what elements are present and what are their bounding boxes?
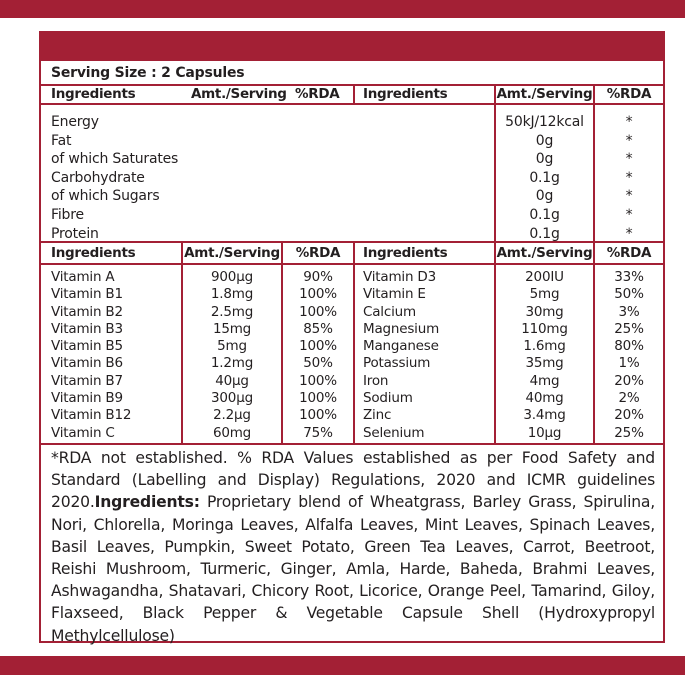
macro-rda: * xyxy=(625,114,633,130)
nutrient-rda: 90% xyxy=(303,269,333,285)
nutrient-amount: 110mg xyxy=(521,320,568,337)
macro-name: Protein xyxy=(51,225,99,242)
nutrient-amount: 60mg xyxy=(212,424,252,441)
header-amount-2-right: Amt./Serving xyxy=(496,245,593,261)
nutrient-name: Selenium xyxy=(363,424,425,441)
header-amount-right: Amt./Serving xyxy=(496,86,593,102)
nutrient-name: Vitamin B2 xyxy=(51,303,123,320)
nutrient-amount: 1.8mg xyxy=(210,286,254,303)
header-ingredients: Ingredients xyxy=(51,86,136,102)
nutrient-name: Manganese xyxy=(363,338,439,355)
rule-vitamins-end xyxy=(41,443,663,445)
nutrient-name: Vitamin B12 xyxy=(51,407,132,424)
nutrient-rda: 75% xyxy=(303,424,333,441)
nutrient-rda: 50% xyxy=(614,286,644,303)
vitamins-left-rda xyxy=(283,269,353,442)
top-color-band xyxy=(0,0,685,18)
nutrient-rda: 100% xyxy=(299,303,337,320)
nutrient-rda: 1% xyxy=(618,355,640,372)
nutrient-amount: 1.2mg xyxy=(210,355,254,372)
macro-amount: 0.1g xyxy=(529,225,560,242)
header-ingredients-2-right: Ingredients xyxy=(363,245,448,261)
macro-amount: 0g xyxy=(535,188,554,205)
bottom-color-band xyxy=(0,656,685,675)
nutrient-amount: 200IU xyxy=(525,269,564,285)
nutrient-amount: 4mg xyxy=(529,372,560,389)
header-rda: %RDA xyxy=(295,86,340,102)
macro-name: of which Sugars xyxy=(51,188,160,205)
nutrient-rda: 100% xyxy=(299,407,337,424)
nutrient-rda: 80% xyxy=(614,338,644,355)
nutrient-name: Vitamin A xyxy=(51,269,115,285)
header-ingredients-right: Ingredients xyxy=(363,86,448,102)
macro-amount: 0g xyxy=(535,151,554,168)
nutrient-amount: 5mg xyxy=(217,338,247,355)
macro-rda-column xyxy=(595,113,663,243)
nutrient-rda: 85% xyxy=(303,320,333,337)
macro-amount: 0.1g xyxy=(529,169,560,186)
header-rda-2: %RDA xyxy=(295,245,341,261)
header-amount: Amt./Serving xyxy=(191,86,287,102)
macro-amounts-column xyxy=(496,113,593,243)
nutrient-amount: 300µg xyxy=(211,390,253,407)
header-ingredients-2: Ingredients xyxy=(51,245,136,261)
macro-name: of which Saturates xyxy=(51,151,179,168)
macro-rda: * xyxy=(625,169,633,186)
nutrition-panel xyxy=(39,31,665,643)
nutrient-rda: 50% xyxy=(303,355,333,372)
nutrient-name: Vitamin B9 xyxy=(51,390,123,407)
nutrient-rda: 25% xyxy=(614,424,644,441)
nutrient-amount: 10µg xyxy=(527,424,562,441)
header-amount-2: Amt./Serving xyxy=(184,245,280,261)
macro-names-column xyxy=(51,113,178,243)
nutrient-amount: 900µg xyxy=(211,269,253,285)
nutrient-rda: 100% xyxy=(299,390,337,407)
nutrient-amount: 1.6mg xyxy=(523,338,566,355)
divider-h1-a xyxy=(353,84,355,103)
macro-name: Fibre xyxy=(51,206,84,223)
macro-amount: 0g xyxy=(535,132,554,149)
macro-name: Carbohydrate xyxy=(51,169,145,186)
nutrient-rda: 33% xyxy=(614,269,644,285)
macro-name: Fat xyxy=(51,132,72,149)
macro-name: Energy xyxy=(51,114,99,130)
serving-size: Serving Size : 2 Capsules xyxy=(51,65,245,81)
header-rda-2-right: %RDA xyxy=(606,245,652,261)
nutrient-amount: 3.4mg xyxy=(523,407,566,424)
macro-rda: * xyxy=(625,188,633,205)
nutrient-name: Calcium xyxy=(363,303,416,320)
nutrient-name: Zinc xyxy=(363,407,392,424)
nutrient-name: Vitamin B1 xyxy=(51,286,123,303)
nutrient-rda: 20% xyxy=(614,372,644,389)
nutrient-amount: 40mg xyxy=(525,390,564,407)
footnote-text xyxy=(51,447,655,647)
ingredients-label: Ingredients: xyxy=(94,493,200,512)
macro-rda: * xyxy=(625,225,633,242)
nutrient-amount: 30mg xyxy=(525,303,564,320)
rule-header-1 xyxy=(41,103,663,105)
nutrient-amount: 2.2µg xyxy=(213,407,251,424)
panel-header-bar xyxy=(41,33,663,61)
nutrient-amount: 2.5mg xyxy=(210,303,254,320)
nutrient-rda: 25% xyxy=(614,320,644,337)
nutrient-rda: 2% xyxy=(618,390,640,407)
vitamins-right-names xyxy=(363,269,439,442)
nutrient-amount: 15mg xyxy=(212,320,252,337)
nutrient-amount: 35mg xyxy=(525,355,564,372)
vitamins-right-amounts xyxy=(496,269,593,442)
nutrient-amount: 5mg xyxy=(529,286,560,303)
nutrient-name: Potassium xyxy=(363,355,431,372)
nutrient-rda: 100% xyxy=(299,372,337,389)
macro-rda: * xyxy=(625,151,633,168)
header-rda-right: %RDA xyxy=(606,86,652,102)
macro-rda: * xyxy=(625,132,633,149)
divider-vit-c xyxy=(353,241,355,443)
vitamins-right-rda xyxy=(595,269,663,442)
macro-amount: 0.1g xyxy=(529,206,560,223)
nutrient-amount: 40µg xyxy=(215,372,249,389)
nutrient-name: Vitamin B7 xyxy=(51,372,123,389)
nutrient-name: Iron xyxy=(363,372,389,389)
nutrient-name: Vitamin D3 xyxy=(363,269,436,285)
ingredients-list: Proprietary blend of Wheatgrass, Barley Grass, Spirulina, Nori, Chlorella, Moringa Leaves, Alfalfa Leaves, Mint Leaves, Spinach Leaves, Basil Leaves, Pumpkin, Sweet Potato, Green Tea Leaves, Carrot, Beetroot, Reishi Mushroom, Turmeric, Ginger, Amla, Harde, Baheda, Brahmi Leaves, Ashwagandha, Shatavari, Chicory Root, Licorice, Orange Peel, Tamarind, Giloy, Flaxseed, Black Pepper & Vegetable Capsule Shell (Hydroxypropyl Methylcellulose) xyxy=(51,493,655,645)
nutrient-rda: 3% xyxy=(618,303,640,320)
vitamins-left-amounts xyxy=(183,269,281,442)
nutrient-name: Vitamin E xyxy=(363,286,426,303)
nutrient-name: Vitamin B3 xyxy=(51,320,123,337)
nutrient-name: Vitamin C xyxy=(51,424,115,441)
nutrient-rda: 20% xyxy=(614,407,644,424)
nutrient-rda: 100% xyxy=(299,286,337,303)
rda-note: *RDA not established. % RDA Values established as per Food Safety and Standard (Labelling and Display) Regulations, 2020 and ICMR guidelines 2020. xyxy=(51,449,655,512)
macro-amount: 50kJ/12kcal xyxy=(505,114,584,130)
macro-rda: * xyxy=(625,206,633,223)
vitamins-left-names xyxy=(51,269,131,442)
nutrient-name: Magnesium xyxy=(363,320,440,337)
nutrient-rda: 100% xyxy=(299,338,337,355)
nutrient-name: Vitamin B6 xyxy=(51,355,123,372)
rule-header-2 xyxy=(41,263,663,265)
nutrient-name: Sodium xyxy=(363,390,413,407)
nutrient-name: Vitamin B5 xyxy=(51,338,123,355)
